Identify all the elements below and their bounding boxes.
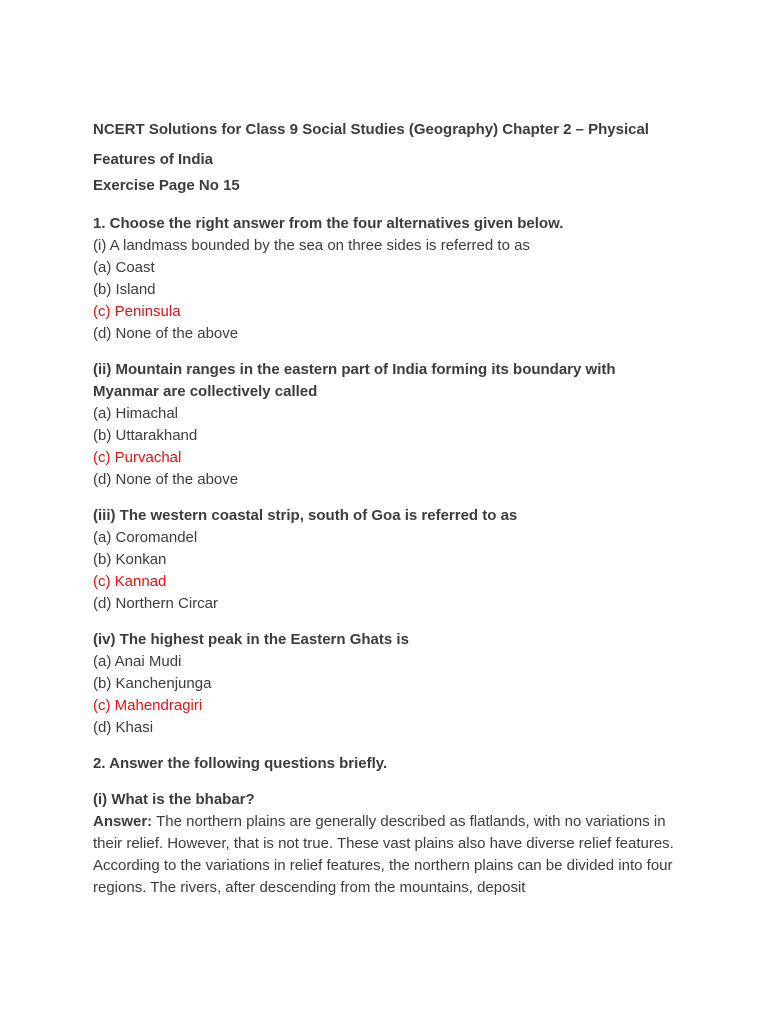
option-c-correct: (c) Purvachal [93,449,182,466]
question-text: (i) A landmass bounded by the sea on three sides is referred to as [93,237,530,254]
option-a: (a) Himachal [93,405,179,422]
option-b: (b) Uttarakhand [93,427,198,444]
question-text: (iii) The western coastal strip, south of Goa is referred to as [93,507,518,524]
q2-i-answer [93,811,683,899]
option-c-correct: (c) Peninsula [93,303,181,320]
option-b: (b) Kanchenjunga [93,675,212,692]
option-d: (d) None of the above [93,325,239,342]
question-block-2 [93,359,683,491]
option-a: (a) Anai Mudi [93,653,182,670]
q1-heading: 1. Choose the right answer from the four alternatives given below. [93,215,564,232]
question-block-1 [93,235,683,345]
question-block-3 [93,505,683,615]
option-d: (d) Khasi [93,719,154,736]
option-b: (b) Island [93,281,156,298]
question-block-4 [93,629,683,739]
q2-i-block [93,789,683,899]
exercise-heading: Exercise Page No 15 [93,177,240,194]
q2-heading-block [93,753,683,775]
q2-i-question: (i) What is the bhabar? [93,791,255,808]
option-d: (d) None of the above [93,471,239,488]
answer-text: The northern plains are generally described as flatlands, with no variations in their relief. However, that is not true. These vast plains also have diverse relief features. According to the variations in relief features, the northern plains can be divided into four regions. The rivers, after descending from the mountains, deposit [93,813,674,896]
q2-heading: 2. Answer the following questions briefly. [93,755,388,772]
option-c-correct: (c) Kannad [93,573,167,590]
option-b: (b) Konkan [93,551,167,568]
option-a: (a) Coromandel [93,529,198,546]
option-d: (d) Northern Circar [93,595,219,612]
document-title: NCERT Solutions for Class 9 Social Studies (Geography) Chapter 2 – Physical Features of India [93,121,649,168]
question-text: (iv) The highest peak in the Eastern Ghats is [93,631,409,648]
question-text: (ii) Mountain ranges in the eastern part of India forming its boundary with Myanmar are collectively called [93,361,616,400]
answer-label: Answer: [93,813,153,830]
document-page [93,115,683,913]
option-a: (a) Coast [93,259,155,276]
option-c-correct: (c) Mahendragiri [93,697,203,714]
